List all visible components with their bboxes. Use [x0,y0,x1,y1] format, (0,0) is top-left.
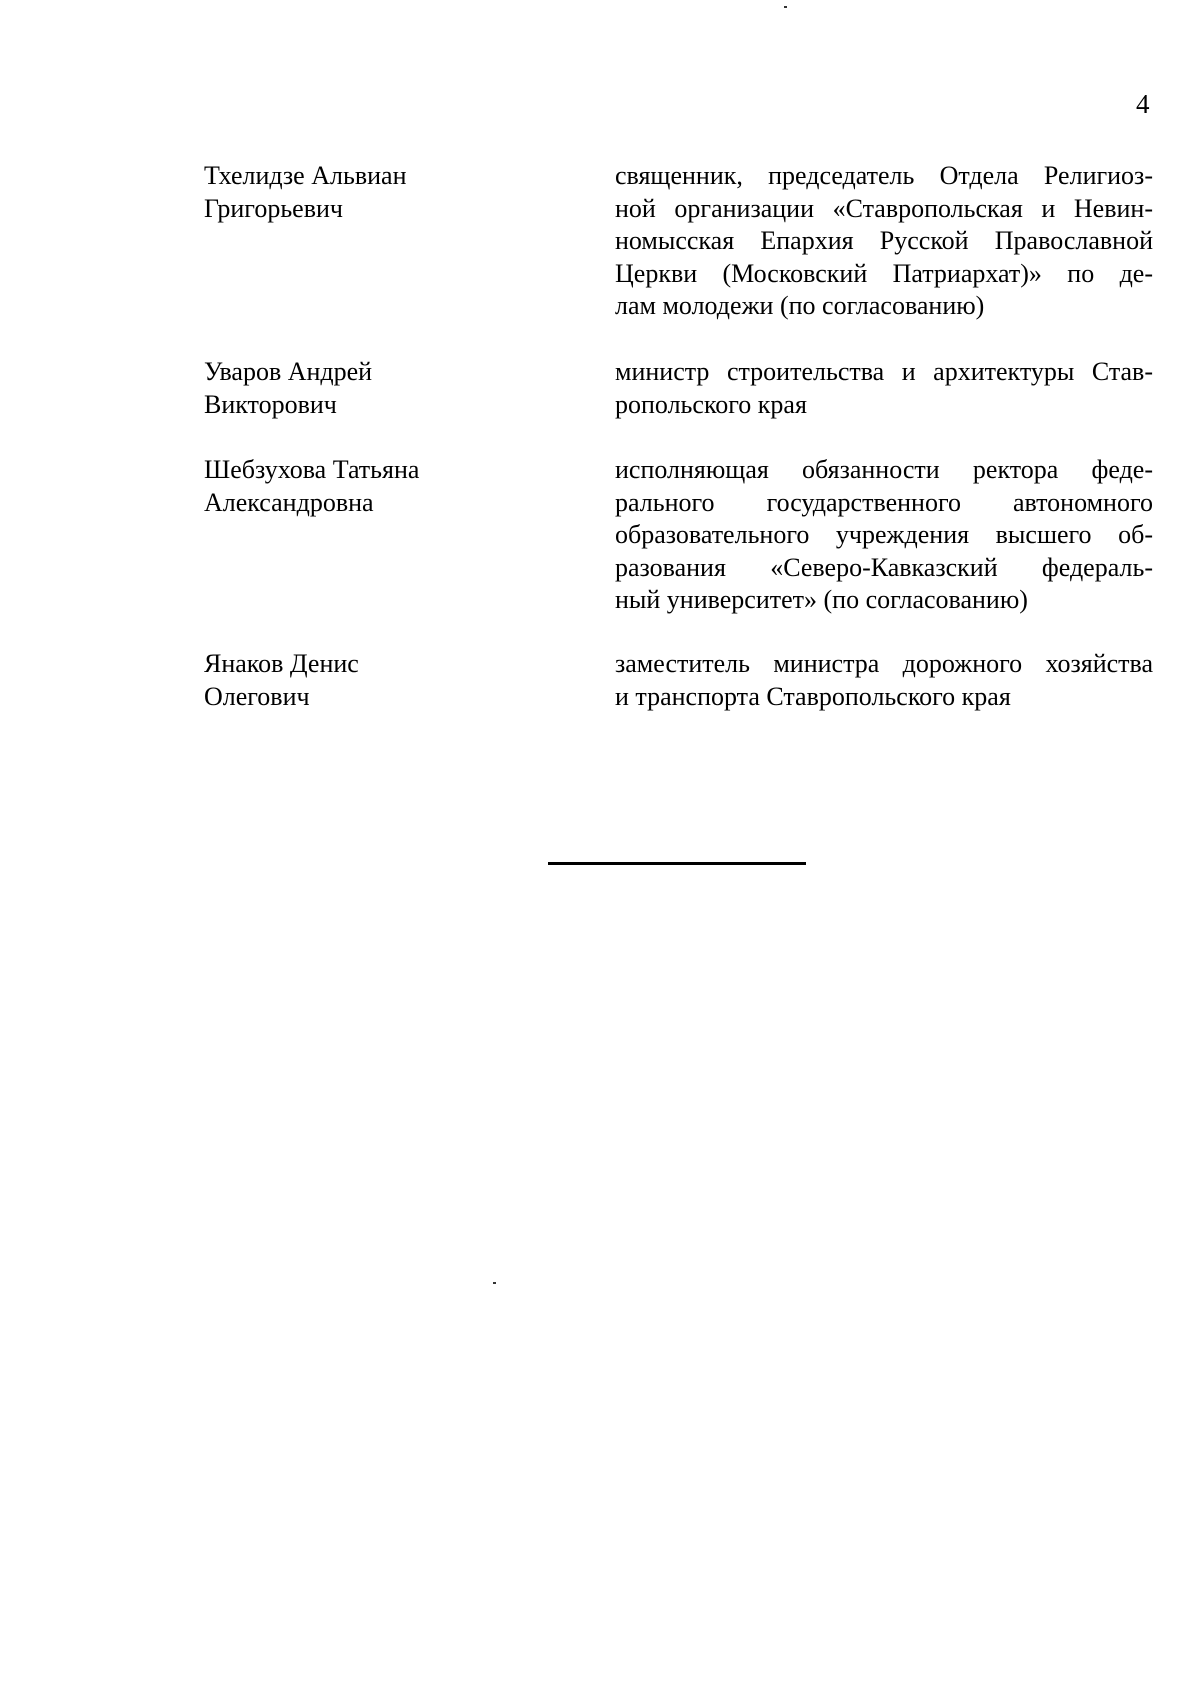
page-number: 4 [1136,89,1150,119]
member-role-line: ной организации «Ставропольская и Невин- [615,193,1153,223]
member-role-line: исполняющая обязанности ректора феде- [615,455,1153,484]
member-role-line: образовательного учреждения высшего об- [615,520,1153,549]
member-role-line: ный университет» (по согласованию) [615,585,1028,614]
member-name [204,356,584,421]
member-role [615,454,1153,617]
member-role-line: лам молодежи (по согласованию) [615,291,985,320]
member-role-line: номысская Епархия Русской Православной [615,226,1153,255]
member-role-line: Церкви (Московский Патриархат)» по де- [615,258,1153,288]
member-name-line: Александровна [204,487,374,517]
member-role [615,160,1153,323]
member-role-line: священник, председатель Отдела Религиоз- [615,161,1153,190]
member-role-line: и транспорта Ставропольского края [615,681,1011,711]
member-role-line: разования «Северо-Кавказский федераль- [615,552,1153,582]
member-name-line: Тхелидзе Альвиан [204,161,407,190]
member-name-line: Григорьевич [204,193,343,223]
member-role [615,648,1153,713]
member-role [615,356,1153,421]
member-name-line: Шебзухова Татьяна [204,455,420,484]
member-name-line: Олегович [204,681,310,711]
member-role-line: министр строительства и архитектуры Став- [615,357,1153,386]
member-name-line: Викторович [204,389,337,419]
member-name [204,160,584,225]
member-role-line: рального государственного автономного [615,487,1153,517]
member-name [204,648,584,713]
scan-speck [784,6,787,8]
member-name [204,454,584,519]
closing-rule [548,862,806,865]
member-name-line: Янаков Денис [204,649,359,678]
scan-speck [493,1282,496,1284]
member-role-line: заместитель министра дорожного хозяйства [615,649,1153,678]
member-role-line: ропольского края [615,389,807,419]
member-name-line: Уваров Андрей [204,357,373,386]
